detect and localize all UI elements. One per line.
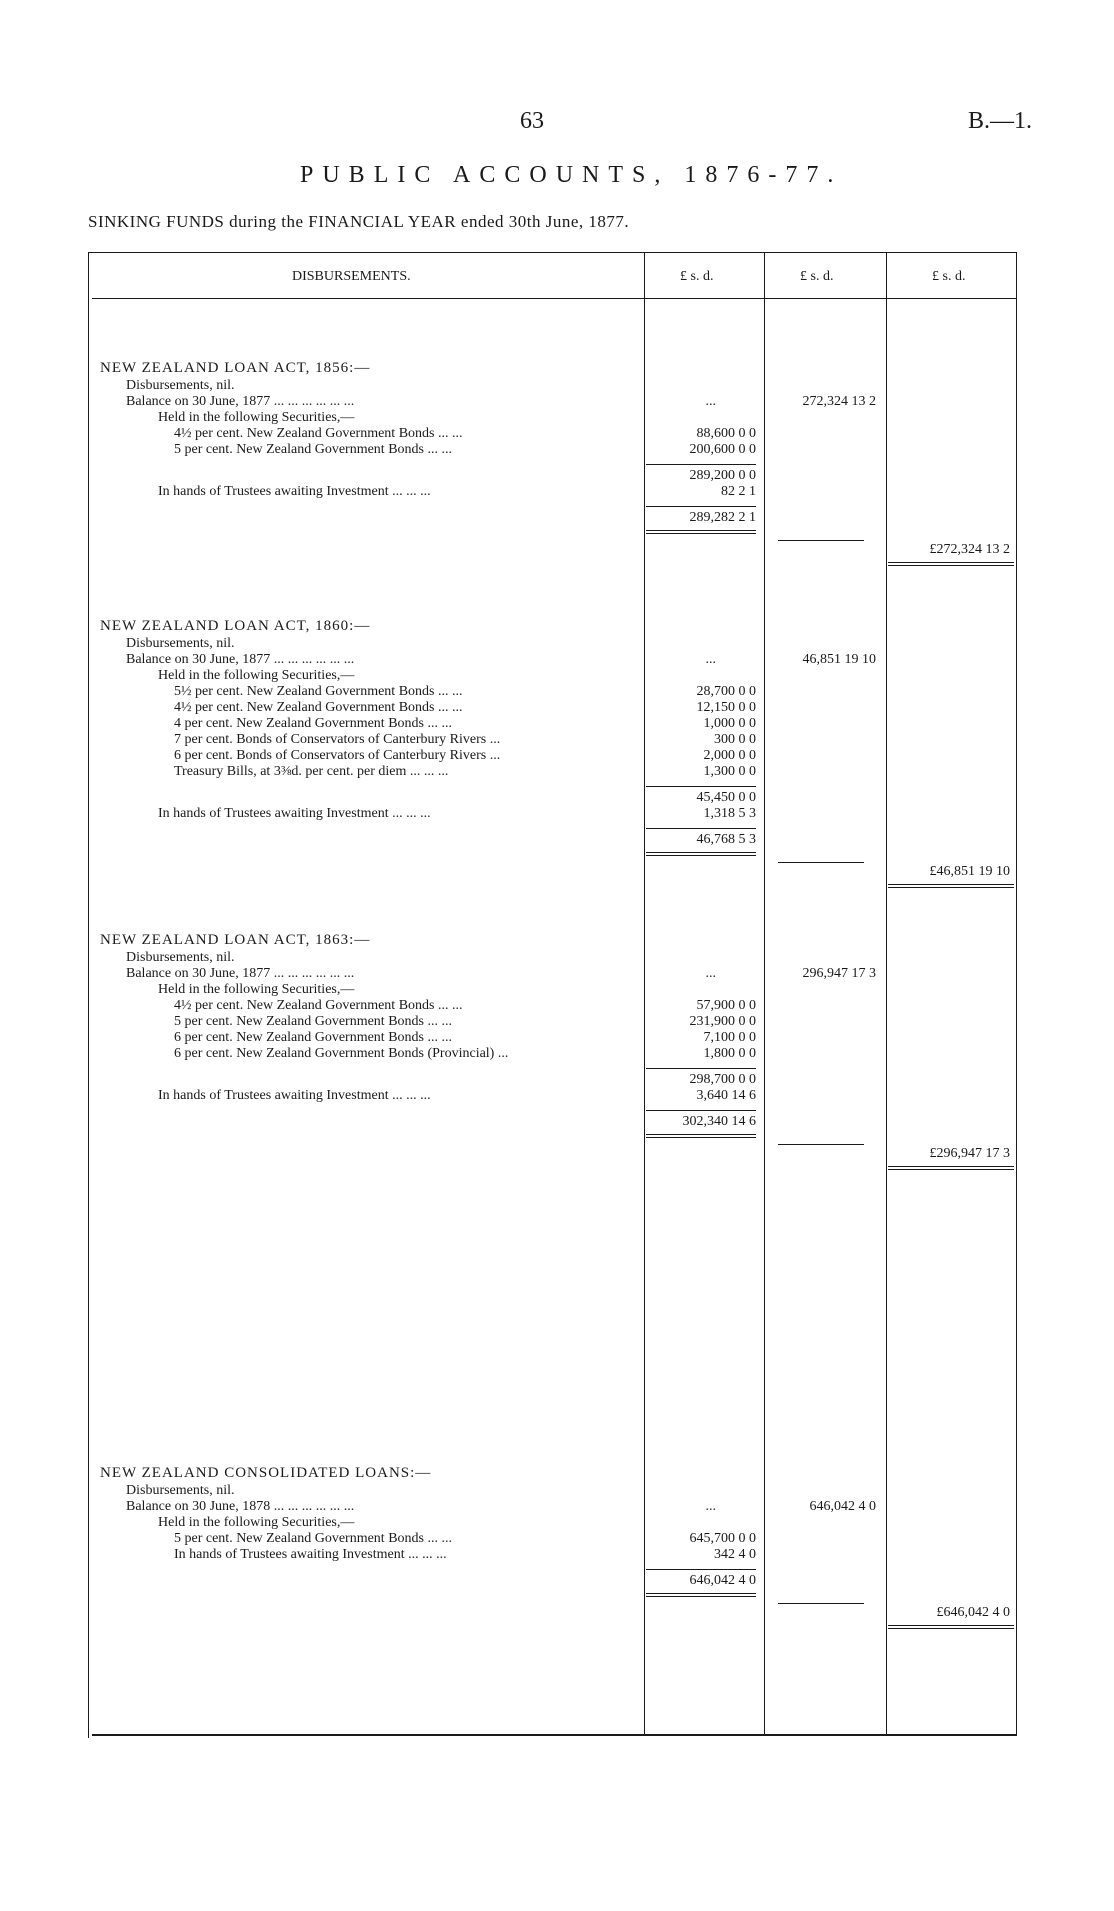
balance-col2: 46,851 19 10 — [802, 652, 876, 667]
held-in-securities-label: Held in the following Securities,— — [158, 982, 355, 997]
page-title: PUBLIC ACCOUNTS, 1876-77. — [300, 162, 843, 188]
column-rule-4 — [1016, 252, 1017, 1736]
section-total: 289,282 2 1 — [689, 510, 756, 525]
trustees-amount: 3,640 14 6 — [696, 1088, 756, 1103]
security-label: In hands of Trustees awaiting Investment ... ... ... — [174, 1547, 447, 1562]
balance-label: Balance on 30 June, 1877 ... ... ... ... ... ... — [126, 966, 355, 981]
security-label: 6 per cent. New Zealand Government Bonds ... ... — [174, 1030, 452, 1045]
balance-col1: ... — [705, 1499, 716, 1514]
section-title: NEW ZEALAND LOAN ACT, 1863:— — [100, 932, 371, 948]
security-label: 5 per cent. New Zealand Government Bonds ... ... — [174, 442, 452, 457]
security-label: 6 per cent. Bonds of Conservators of Canterbury Rivers ... — [174, 748, 501, 763]
currency-header-1: £ s. d. — [680, 269, 714, 284]
total-double-rule — [646, 1593, 756, 1597]
column-rule-1 — [644, 252, 645, 1736]
grand-total-double-rule — [888, 1166, 1014, 1170]
security-amount: 1,000 0 0 — [703, 716, 756, 731]
total-double-rule — [646, 852, 756, 856]
currency-header-2: £ s. d. — [800, 269, 834, 284]
subtotal-rule — [646, 1068, 756, 1069]
security-label: 5 per cent. New Zealand Government Bonds ... ... — [174, 1531, 452, 1546]
security-amount: 231,900 0 0 — [689, 1014, 756, 1029]
section-total: 302,340 14 6 — [682, 1114, 756, 1129]
security-label: 5½ per cent. New Zealand Government Bonds ... ... — [174, 684, 463, 699]
balance-col1: ... — [705, 394, 716, 409]
table-header-rule — [92, 298, 1016, 299]
grand-total-double-rule — [888, 884, 1014, 888]
held-in-securities-label: Held in the following Securities,— — [158, 1515, 355, 1530]
security-amount: 200,600 0 0 — [689, 442, 756, 457]
total-rule — [646, 1110, 756, 1111]
security-amount: 7,100 0 0 — [703, 1030, 756, 1045]
balance-label: Balance on 30 June, 1877 ... ... ... ... ... ... — [126, 652, 355, 667]
section-grand-total: £296,947 17 3 — [929, 1146, 1010, 1161]
total-double-rule — [646, 530, 756, 534]
security-amount: 1,300 0 0 — [703, 764, 756, 779]
balance-col1: ... — [705, 652, 716, 667]
balance-col2: 646,042 4 0 — [809, 1499, 876, 1514]
security-label: 4½ per cent. New Zealand Government Bonds ... ... — [174, 426, 463, 441]
table-left-rule — [88, 252, 89, 1738]
total-rule — [646, 828, 756, 829]
column-total-rule — [778, 540, 864, 541]
page-number: 63 — [520, 108, 544, 134]
security-amount: 342 4 0 — [714, 1547, 756, 1562]
trustees-label: In hands of Trustees awaiting Investment ... ... ... — [158, 1088, 431, 1103]
disbursements-line: Disbursements, nil. — [126, 1483, 235, 1498]
security-amount: 2,000 0 0 — [703, 748, 756, 763]
held-in-securities-label: Held in the following Securities,— — [158, 668, 355, 683]
column-total-rule — [778, 862, 864, 863]
total-double-rule — [646, 1134, 756, 1138]
section-grand-total: £646,042 4 0 — [936, 1605, 1010, 1620]
security-amount: 88,600 0 0 — [696, 426, 756, 441]
trustees-label: In hands of Trustees awaiting Investment ... ... ... — [158, 484, 431, 499]
section-grand-total: £272,324 13 2 — [929, 542, 1010, 557]
security-label: Treasury Bills, at 3⅜d. per cent. per diem ... ... ... — [174, 764, 449, 779]
balance-col2: 272,324 13 2 — [802, 394, 876, 409]
subtotal-rule — [646, 464, 756, 465]
balance-label: Balance on 30 June, 1877 ... ... ... ... ... ... — [126, 394, 355, 409]
grand-total-double-rule — [888, 562, 1014, 566]
section-title: NEW ZEALAND LOAN ACT, 1856:— — [100, 360, 371, 376]
security-label: 6 per cent. New Zealand Government Bonds (Provincial) ... — [174, 1046, 509, 1061]
balance-col1: ... — [705, 966, 716, 981]
security-amount: 57,900 0 0 — [696, 998, 756, 1013]
disbursements-header: DISBURSEMENTS. — [292, 269, 411, 284]
table-top-rule — [88, 252, 1016, 253]
column-rule-2 — [764, 252, 765, 1736]
grand-total-double-rule — [888, 1625, 1014, 1629]
section-total: 46,768 5 3 — [696, 832, 756, 847]
disbursements-line: Disbursements, nil. — [126, 950, 235, 965]
security-amount: 300 0 0 — [714, 732, 756, 747]
balance-label: Balance on 30 June, 1878 ... ... ... ... ... ... — [126, 1499, 355, 1514]
security-label: 4½ per cent. New Zealand Government Bonds ... ... — [174, 998, 463, 1013]
securities-subtotal: 298,700 0 0 — [689, 1072, 756, 1087]
security-label: 4½ per cent. New Zealand Government Bonds ... ... — [174, 700, 463, 715]
column-rule-3 — [886, 252, 887, 1736]
held-in-securities-label: Held in the following Securities,— — [158, 410, 355, 425]
security-amount: 1,800 0 0 — [703, 1046, 756, 1061]
section-title: NEW ZEALAND LOAN ACT, 1860:— — [100, 618, 371, 634]
security-amount: 645,700 0 0 — [689, 1531, 756, 1546]
securities-subtotal: 289,200 0 0 — [689, 468, 756, 483]
section-grand-total: £46,851 19 10 — [929, 864, 1010, 879]
currency-header-3: £ s. d. — [932, 269, 966, 284]
total-rule — [646, 1569, 756, 1570]
total-rule — [646, 506, 756, 507]
security-amount: 28,700 0 0 — [696, 684, 756, 699]
disbursements-line: Disbursements, nil. — [126, 378, 235, 393]
column-total-rule — [778, 1144, 864, 1145]
security-amount: 12,150 0 0 — [696, 700, 756, 715]
security-label: 4 per cent. New Zealand Government Bonds ... ... — [174, 716, 452, 731]
page-subtitle: SINKING FUNDS during the FINANCIAL YEAR ended 30th June, 1877. — [88, 212, 630, 231]
security-label: 7 per cent. Bonds of Conservators of Canterbury Rivers ... — [174, 732, 501, 747]
trustees-amount: 1,318 5 3 — [703, 806, 756, 821]
section-total: 646,042 4 0 — [689, 1573, 756, 1588]
security-label: 5 per cent. New Zealand Government Bonds ... ... — [174, 1014, 452, 1029]
disbursements-line: Disbursements, nil. — [126, 636, 235, 651]
table-bottom-rule — [92, 1734, 1016, 1736]
document-reference: B.—1. — [968, 108, 1033, 134]
securities-subtotal: 45,450 0 0 — [696, 790, 756, 805]
section-title: NEW ZEALAND CONSOLIDATED LOANS:— — [100, 1465, 432, 1481]
trustees-label: In hands of Trustees awaiting Investment ... ... ... — [158, 806, 431, 821]
column-total-rule — [778, 1603, 864, 1604]
subtotal-rule — [646, 786, 756, 787]
balance-col2: 296,947 17 3 — [802, 966, 876, 981]
trustees-amount: 82 2 1 — [721, 484, 756, 499]
